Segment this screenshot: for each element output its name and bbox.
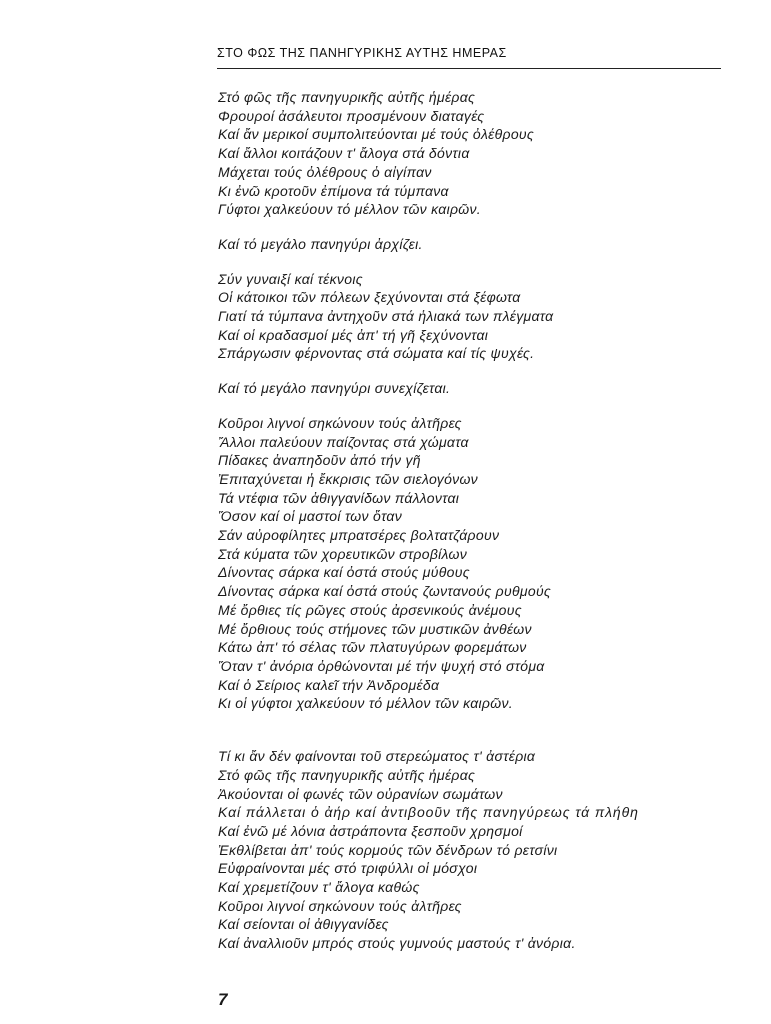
poem-line: Κοῦροι λιγνοί σηκώνουν τούς ἀλτῆρες [218, 897, 462, 914]
poem-line: Τά ντέφια τῶν ἀθιγγανίδων πάλλονται [218, 489, 460, 506]
poem-line: Στό φῶς τῆς πανηγυρικῆς αὐτῆς ἡμέρας [218, 89, 476, 105]
stanza-5 [218, 414, 748, 713]
stanza-2 [218, 235, 748, 254]
poem-line: Μέ ὄρθιους τούς στήμονες τῶν μυστικῶν ἀνθέων [218, 620, 532, 637]
stanza-4 [218, 379, 748, 398]
poem-line: Γιατί τά τύμπανα ἀντηχοῦν στά ἡλιακά των πλέγματα [218, 308, 554, 325]
poem-line: Κοῦροι λιγνοί σηκώνουν τούς ἀλτῆρες [218, 414, 462, 431]
poem-line: Ὅσον καί οἱ μαστοί των ὅταν [218, 508, 403, 525]
poem-line: Εὐφραίνονται μές στό τριφύλλι οἱ μόσχοι [218, 860, 478, 877]
poem-line: Κάτω ἀπ' τό σέλας τῶν πλατυγύρων φορεμάτων [218, 639, 527, 656]
poem-line: Καί σείονται οἱ ἀθιγγανίδες [218, 916, 389, 933]
poem-line: Σπάργωσιν φέρνοντας στά σώματα καί τίς ψυχές. [218, 345, 535, 362]
poem-line: Καί ὁ Σείριος καλεῖ τήν Ἀνδρομέδα [218, 676, 440, 693]
poem-line: Καί ἄλλοι κοιτάζουν τ' ἄλογα στά δόντια [218, 145, 470, 162]
poem-line: Ἐκθλίβεται ἀπ' τούς κορμούς τῶν δένδρων τό ρετσίνι [218, 841, 558, 858]
poem-line: Τί κι ἄν δέν φαίνονται τοῦ στερεώματος τ' ἀστέρια [218, 748, 536, 765]
poem-line: Πίδακες ἀναπηδοῦν ἀπό τήν γῆ [218, 452, 421, 469]
poem-body [218, 88, 748, 969]
poem-line: Στό φῶς τῆς πανηγυρικῆς αὐτῆς ἡμέρας [218, 766, 476, 783]
stanza-1 [218, 88, 748, 219]
poem-line: Δίνοντας σάρκα καί ὀστά στούς ζωντανούς ρυθμούς [218, 583, 552, 600]
poem-line: Ὅταν τ' ἀνόρια ὀρθώνονται μέ τήν ψυχή στό στόμα [218, 657, 545, 674]
poem-line: Καί ἄν μερικοί συμπολιτεύονται μέ τούς ὀλέθρους [218, 126, 535, 143]
poem-line: Σάν αὐροφίλητες μπρατσέρες βολτατζάρουν [218, 527, 500, 544]
poem-line: Καί ἐνῶ μέ λόνια ἀστράποντα ξεσποῦν χρησμοί [218, 822, 523, 839]
poem-line: Καί τό μεγάλο πανηγύρι συνεχίζεται. [218, 380, 451, 397]
poem-line: Καί πάλλεται ὁ ἀήρ καί ἀντιβοοῦν τῆς πανηγύρεως τά πλήθη [218, 804, 639, 821]
poem-line: Ἀκούονται οἱ φωνές τῶν οὐρανίων σωμάτων [218, 785, 503, 802]
poem-line: Ἄλλοι παλεύουν παίζοντας στά χώματα [218, 433, 469, 450]
poem-line: Ἐπιταχύνεται ἡ ἔκκρισις τῶν σιελογόνων [218, 470, 478, 487]
stanza-6 [218, 747, 748, 953]
poem-line: Καί χρεμετίζουν τ' ἄλογα καθώς [218, 879, 420, 896]
page-number: 7 [218, 990, 228, 1009]
poem-line: Δίνοντας σάρκα καί ὀστά στούς μύθους [218, 564, 470, 581]
header-rule [217, 68, 721, 69]
poem-line: Φρουροί ἀσάλευτοι προσμένουν διαταγές [218, 107, 485, 124]
poem-line: Καί τό μεγάλο πανηγύρι ἀρχίζει. [218, 235, 423, 252]
poem-line: Σύν γυναιξί καί τέκνοις [218, 270, 363, 287]
running-head: ΣΤΟ ΦΩΣ ΤΗΣ ΠΑΝΗΓΥΡΙΚΗΣ ΑΥΤΗΣ ΗΜΕΡΑΣ [217, 46, 507, 60]
poem-line: Καί ἀναλλιοῦν μπρός στούς γυμνούς μαστούς τ' ἀνόρια. [218, 935, 576, 952]
stanza-3 [218, 270, 748, 364]
poem-line: Καί οἱ κραδασμοί μές ἀπ' τή γῆ ξεχύνονται [218, 326, 489, 343]
poem-line: Μάχεται τούς ὀλέθρους ὁ αἰγίπαν [218, 163, 432, 180]
poem-line: Κι ἐνῶ κροτοῦν ἐπίμονα τά τύμπανα [218, 182, 449, 199]
poem-line: Οἱ κάτοικοι τῶν πόλεων ξεχύνονται στά ξέφωτα [218, 289, 521, 306]
poem-line: Στά κύματα τῶν χορευτικῶν στροβίλων [218, 545, 468, 562]
poem-line: Γύφτοι χαλκεύουν τό μέλλον τῶν καιρῶν. [218, 201, 481, 218]
poem-line: Κι οἱ γύφτοι χαλκεύουν τό μέλλον τῶν καιρῶν. [218, 695, 513, 712]
poem-line: Μέ ὄρθιες τίς ρῶγες στούς ἀρσενικούς ἀνέμους [218, 601, 522, 618]
